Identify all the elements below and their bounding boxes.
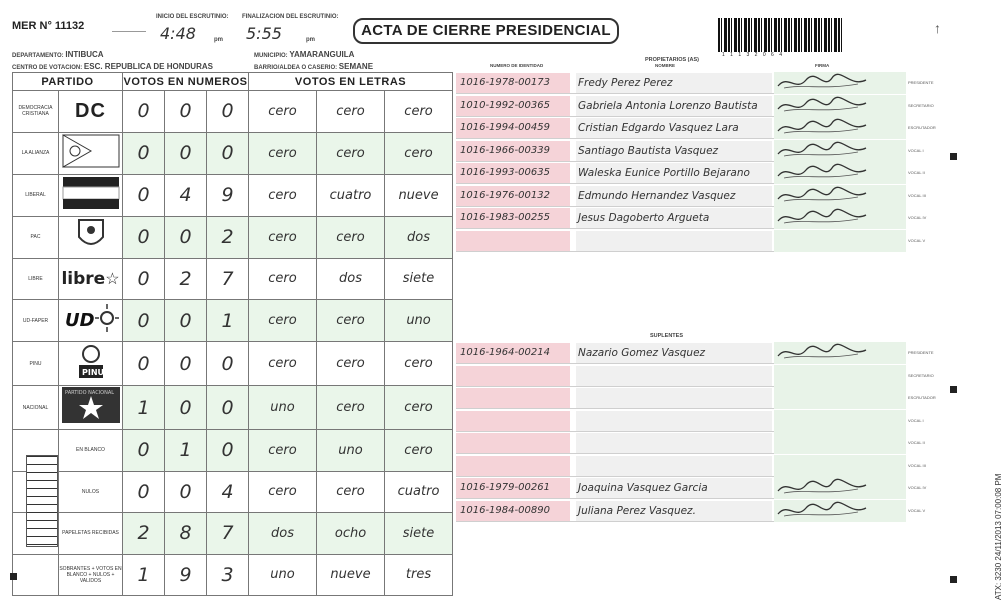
vote-digit: 0	[165, 471, 207, 513]
special-row-label: NULOS	[59, 471, 123, 513]
special-row	[13, 554, 453, 596]
signature-box	[774, 477, 906, 499]
member-name	[576, 456, 772, 476]
vote-word: dos	[385, 216, 453, 258]
vote-word: ocho	[317, 513, 385, 555]
party-name: PINU	[13, 342, 59, 386]
special-row-label: SOBRANTES + VOTOS EN BLANCO + NULOS + VALIDOS	[59, 554, 123, 596]
vote-word: cero	[249, 174, 317, 216]
svg-text:UD: UD	[64, 310, 95, 331]
vote-word: dos	[317, 258, 385, 300]
vote-digit: 2	[123, 513, 165, 555]
signature-box	[774, 342, 906, 364]
propietarios-row	[456, 185, 906, 207]
vote-word: siete	[385, 258, 453, 300]
vote-digit: 0	[165, 91, 207, 133]
party-name: UD-FAPER	[13, 300, 59, 342]
special-row-label: PAPELETAS RECIBIDAS	[59, 513, 123, 555]
suplentes-row	[456, 500, 906, 522]
vote-digit: 0	[165, 300, 207, 342]
role-label: VOCAL I	[908, 147, 924, 153]
member-name	[576, 411, 772, 431]
suplentes-row	[456, 365, 906, 387]
identity-number: 1016-1964-00214	[456, 343, 570, 363]
party-row	[13, 300, 453, 342]
party-logo	[59, 386, 123, 430]
vote-digit: 0	[207, 132, 249, 174]
party-logo	[59, 216, 123, 258]
vote-word: uno	[249, 386, 317, 430]
vote-word: dos	[249, 513, 317, 555]
vote-digit: 0	[123, 300, 165, 342]
vote-digit: 0	[165, 342, 207, 386]
vote-word: cero	[317, 216, 385, 258]
party-name: LIBERAL	[13, 174, 59, 216]
vote-digit: 0	[123, 132, 165, 174]
vote-digit: 7	[207, 258, 249, 300]
signature-box	[774, 500, 906, 522]
signature-box	[774, 185, 906, 207]
party-logo	[59, 174, 123, 216]
vote-digit: 8	[165, 513, 207, 555]
party-logo	[59, 258, 123, 300]
party-logo	[59, 300, 123, 342]
vote-digit: 0	[123, 258, 165, 300]
col-letras: VOTOS EN LETRAS	[249, 73, 453, 91]
signature-box	[774, 117, 906, 139]
suplentes-row	[456, 432, 906, 454]
signature-box	[774, 95, 906, 117]
party-row	[13, 258, 453, 300]
registration-mark	[10, 573, 17, 580]
member-name	[576, 433, 772, 453]
inicio-value: 4:48	[160, 24, 196, 43]
corner-mark: ↑	[934, 20, 941, 36]
margin-cell	[13, 554, 59, 596]
propietarios-row	[456, 162, 906, 184]
vote-word: siete	[385, 513, 453, 555]
document-title: ACTA DE CIERRE PRESIDENCIAL	[353, 18, 619, 44]
role-label: ESCRUTADOR	[908, 395, 936, 400]
party-name: DEMOCRACIA CRISTIANA	[13, 91, 59, 133]
vote-word: cero	[249, 258, 317, 300]
vote-word: nueve	[317, 554, 385, 596]
identity-number: 1016-1978-00173	[456, 73, 570, 93]
vote-word: cero	[249, 471, 317, 513]
party-row	[13, 386, 453, 430]
vote-digit: 1	[165, 430, 207, 472]
member-name	[576, 231, 772, 251]
vote-word: cero	[385, 91, 453, 133]
vote-digit: 0	[165, 216, 207, 258]
suplentes-title: SUPLENTES	[650, 333, 684, 339]
col-numeros: VOTOS EN NUMEROS	[123, 73, 249, 91]
role-label: VOCAL III	[908, 192, 926, 198]
party-logo	[59, 342, 123, 386]
svg-text:PARTIDO NACIONAL: PARTIDO NACIONAL	[64, 390, 114, 396]
vote-word: cero	[317, 471, 385, 513]
vote-digit: 4	[207, 471, 249, 513]
role-label: VOCAL II	[908, 440, 925, 445]
propietarios-row	[456, 140, 906, 162]
vote-word: uno	[249, 554, 317, 596]
party-emblem-icon	[76, 240, 106, 257]
vote-word: cero	[385, 342, 453, 386]
identity-number: 1016-1993-00635	[456, 163, 570, 183]
role-label: PRESIDENTE	[908, 350, 934, 355]
votes-table	[12, 72, 453, 596]
inicio-label: INICIO DEL ESCRUTINIO:	[156, 14, 229, 20]
signature-box	[774, 432, 906, 454]
vote-word: cuatro	[317, 174, 385, 216]
vote-word: cero	[249, 342, 317, 386]
member-name: Cristian Edgardo Vasquez Lara	[576, 118, 772, 138]
propietarios-row	[456, 72, 906, 94]
vote-word: tres	[385, 554, 453, 596]
vote-digit: 9	[165, 554, 207, 596]
member-name: Santiago Bautista Vasquez	[576, 141, 772, 161]
party-name: PAC	[13, 216, 59, 258]
vote-word: cero	[317, 300, 385, 342]
special-row	[13, 430, 453, 472]
party-row	[13, 342, 453, 386]
party-name: NACIONAL	[13, 386, 59, 430]
propietarios-row	[456, 117, 906, 139]
vote-digit: 1	[123, 386, 165, 430]
party-name: LA ALIANZA	[13, 132, 59, 174]
party-name: LIBRE	[13, 258, 59, 300]
registration-mark	[950, 153, 957, 160]
vote-digit: 0	[123, 174, 165, 216]
special-row	[13, 513, 453, 555]
identity-number: 1010-1992-00365	[456, 96, 570, 116]
member-name	[576, 388, 772, 408]
member-name	[576, 366, 772, 386]
vote-word: nueve	[385, 174, 453, 216]
vote-digit: 1	[207, 300, 249, 342]
party-emblem-icon	[61, 390, 121, 428]
barcode	[718, 18, 842, 52]
side-stamp: ATX: 3230 24/11/2013 07:00:08 PM	[994, 473, 1003, 600]
identity-number: 1016-1976-00132	[456, 186, 570, 206]
identity-number	[456, 456, 570, 476]
suplentes-row	[456, 410, 906, 432]
vote-word: cero	[249, 300, 317, 342]
identity-number: 1016-1983-00255	[456, 208, 570, 228]
signature-box	[774, 140, 906, 162]
signature-box	[774, 230, 906, 252]
signature-box	[774, 365, 906, 387]
suplentes-row	[456, 342, 906, 364]
propietarios-row	[456, 207, 906, 229]
vote-digit: 0	[123, 342, 165, 386]
signature-box	[774, 410, 906, 432]
vote-word: cero	[385, 386, 453, 430]
vote-digit: 0	[123, 91, 165, 133]
identity-number	[456, 231, 570, 251]
propietarios-title: PROPIETARIOS (AS)	[645, 57, 699, 63]
vote-word: cero	[249, 132, 317, 174]
member-name: Gabriela Antonia Lorenzo Bautista	[576, 96, 772, 116]
party-emblem-icon	[61, 156, 121, 173]
identity-number: 1016-1966-00339	[456, 141, 570, 161]
tse-logo	[112, 22, 146, 32]
role-label: VOCAL III	[908, 462, 926, 468]
final-label: FINALIZACION DEL ESCRUTINIO:	[242, 14, 339, 20]
identity-number	[456, 433, 570, 453]
identity-number	[456, 388, 570, 408]
centro-votacion: CENTRO DE VOTACION: ESC. REPUBLICA DE HONDURAS	[12, 62, 213, 71]
party-emblem-icon	[71, 367, 111, 384]
vote-word: uno	[317, 430, 385, 472]
vote-digit: 9	[207, 174, 249, 216]
star-icon: ☆	[105, 270, 120, 288]
party-row	[13, 91, 453, 133]
registration-mark	[950, 386, 957, 393]
propietarios-row	[456, 230, 906, 252]
party-emblem-icon	[61, 310, 121, 340]
dc-logo-text: DC	[75, 99, 106, 122]
municipio: MUNICIPIO: YAMARANGUILA	[254, 50, 355, 59]
suplentes-row	[456, 477, 906, 499]
vote-digit: 2	[165, 258, 207, 300]
svg-text:PINU: PINU	[81, 368, 104, 377]
vote-word: cuatro	[385, 471, 453, 513]
special-row-label: EN BLANCO	[59, 430, 123, 472]
role-label: SECRETARIO	[908, 102, 934, 108]
role-label: VOCAL V	[908, 507, 926, 513]
role-label: VOCAL V	[908, 237, 926, 243]
vote-digit: 0	[207, 386, 249, 430]
barrio: BARRIO/ALDEA O CASERIO: SEMANE	[254, 62, 374, 71]
member-name: Edmundo Hernandez Vasquez	[576, 186, 772, 206]
signature-scribble	[774, 509, 874, 526]
party-logo	[59, 132, 123, 174]
signature-box	[774, 387, 906, 409]
vote-word: cero	[385, 132, 453, 174]
role-label: VOCAL IV	[908, 485, 927, 490]
vote-digit: 0	[207, 342, 249, 386]
vote-digit: 0	[123, 216, 165, 258]
vote-word: uno	[385, 300, 453, 342]
signature-box	[774, 455, 906, 477]
barcode-number: 1 1 1 3 2 0 6 4	[722, 52, 784, 58]
vote-digit: 0	[123, 430, 165, 472]
vote-word: cero	[317, 132, 385, 174]
member-name: Joaquina Vasquez Garcia	[576, 478, 772, 498]
col-id: NUMERO DE IDENTIDAD	[490, 63, 544, 68]
role-label: ESCRUTADOR	[908, 125, 936, 130]
vote-word: cero	[317, 91, 385, 133]
col-firma: FIRMA	[815, 63, 830, 68]
vote-digit: 7	[207, 513, 249, 555]
party-row	[13, 174, 453, 216]
col-nombre: NOMBRE	[655, 63, 675, 68]
vote-digit: 2	[207, 216, 249, 258]
suplentes-row	[456, 387, 906, 409]
identity-number	[456, 366, 570, 386]
propietarios-row	[456, 95, 906, 117]
identity-number: 1016-1994-00459	[456, 118, 570, 138]
identity-number: 1016-1984-00890	[456, 501, 570, 521]
party-logo	[59, 91, 123, 133]
signature-box	[774, 72, 906, 94]
mer-number: MER N° 11132	[12, 20, 85, 32]
vote-word: cero	[317, 386, 385, 430]
party-row	[13, 216, 453, 258]
vote-digit: 0	[165, 386, 207, 430]
margin-box	[26, 455, 58, 547]
suplentes-row	[456, 455, 906, 477]
identity-number: 1016-1979-00261	[456, 478, 570, 498]
vote-digit: 3	[207, 554, 249, 596]
role-label: VOCAL IV	[908, 215, 927, 220]
special-row	[13, 471, 453, 513]
party-row	[13, 132, 453, 174]
libre-logo-text: libre	[61, 268, 106, 289]
vote-digit: 0	[123, 471, 165, 513]
role-label: PRESIDENTE	[908, 80, 934, 85]
vote-digit: 0	[207, 91, 249, 133]
vote-digit: 0	[207, 430, 249, 472]
vote-word: cero	[249, 216, 317, 258]
vote-word: cero	[317, 342, 385, 386]
signature-box	[774, 207, 906, 229]
member-name: Fredy Perez Perez	[576, 73, 772, 93]
vote-digit: 1	[123, 554, 165, 596]
vote-digit: 4	[165, 174, 207, 216]
final-value: 5:55	[246, 24, 282, 43]
vote-word: cero	[249, 430, 317, 472]
member-name: Juliana Perez Vasquez.	[576, 501, 772, 521]
departamento: DEPARTAMENTO: INTIBUCA	[12, 50, 104, 59]
party-emblem-icon	[61, 198, 121, 215]
role-label: VOCAL I	[908, 417, 924, 423]
member-name: Nazario Gomez Vasquez	[576, 343, 772, 363]
role-label: SECRETARIO	[908, 372, 934, 378]
member-name: Jesus Dagoberto Argueta	[576, 208, 772, 228]
role-label: VOCAL II	[908, 170, 925, 175]
registration-mark	[950, 576, 957, 583]
vote-digit: 0	[165, 132, 207, 174]
vote-word: cero	[249, 91, 317, 133]
vote-word: cero	[385, 430, 453, 472]
member-name: Waleska Eunice Portillo Bejarano	[576, 163, 772, 183]
col-partido: PARTIDO	[13, 73, 123, 91]
identity-number	[456, 411, 570, 431]
signature-box	[774, 162, 906, 184]
